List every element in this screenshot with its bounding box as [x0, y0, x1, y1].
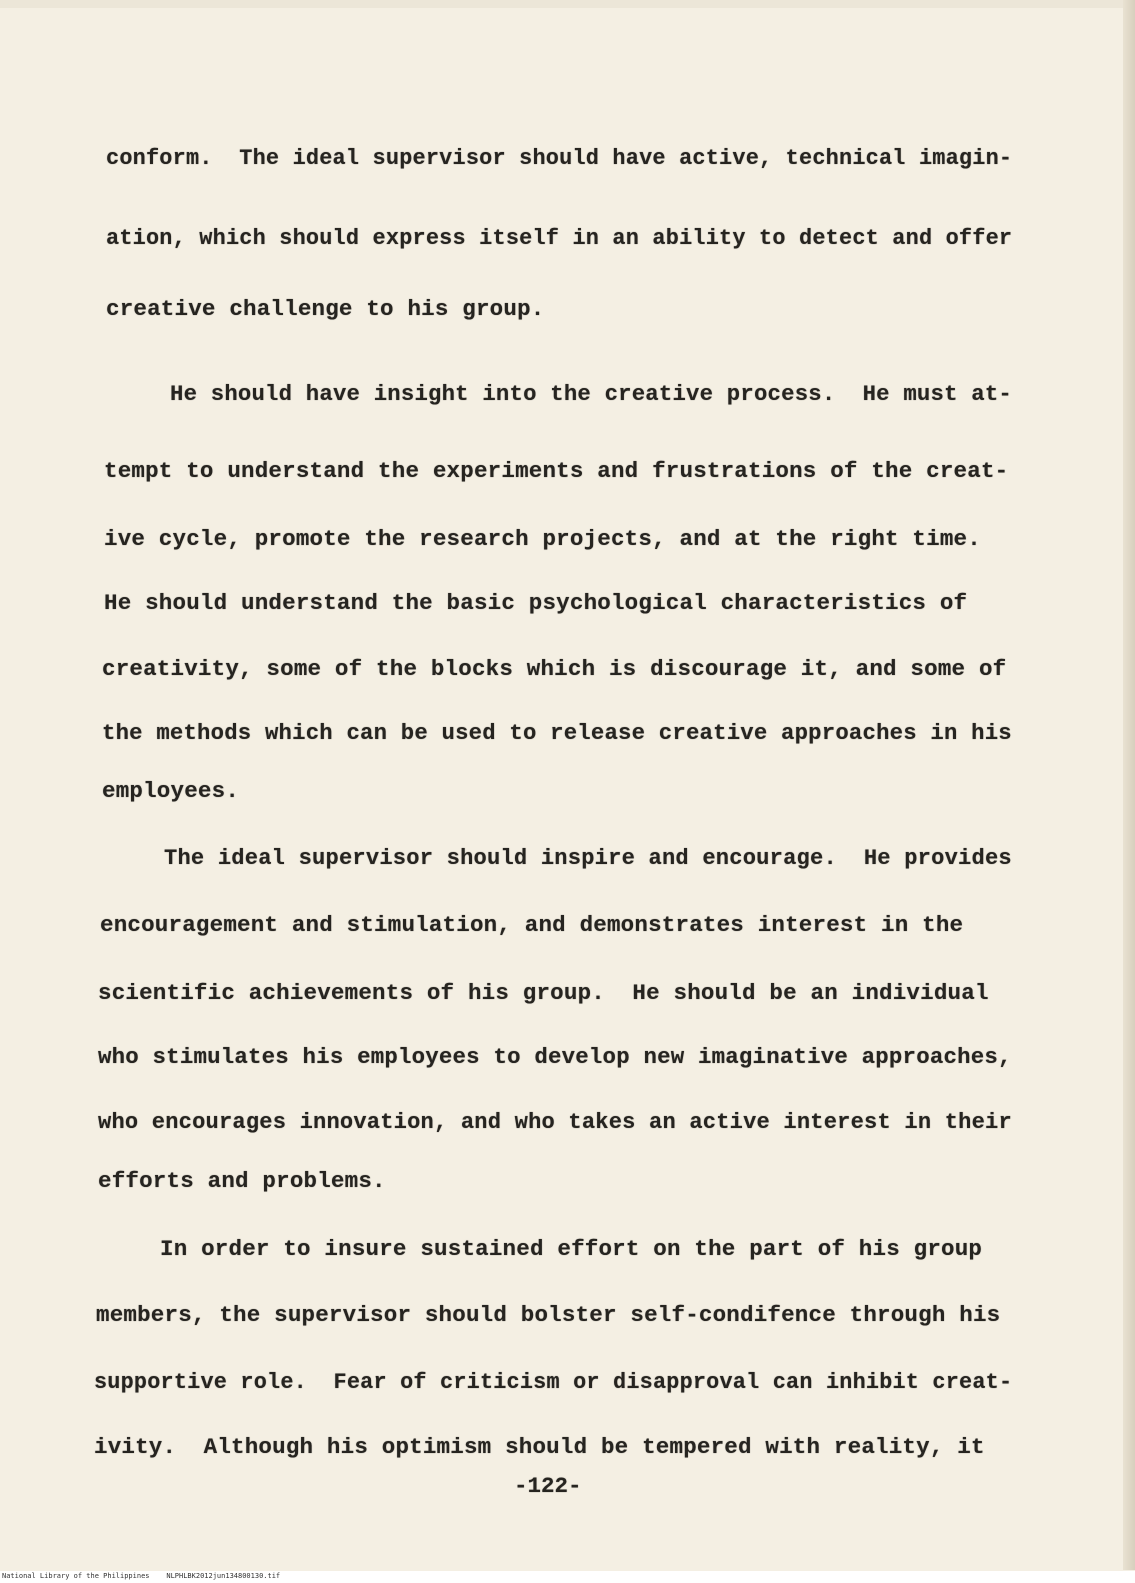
scan-top-edge — [0, 0, 1135, 8]
text-line: the methods which can be used to release creative approaches in his — [102, 720, 1012, 746]
scan-footer-caption: National Library of the Philippines NLPHLBK2012jun134800130.tif — [2, 1572, 281, 1580]
text-line: creativity, some of the blocks which is discourage it, and some of — [102, 656, 1007, 682]
text-line: who encourages innovation, and who takes an active interest in their — [98, 1110, 1012, 1135]
text-line: conform. The ideal supervisor should have active, technical imagin- — [106, 146, 1013, 171]
text-line: He should understand the basic psychological characteristics of — [104, 590, 968, 616]
page-number: -122- — [514, 1473, 582, 1499]
text-line: who stimulates his employees to develop new imaginative approaches, — [98, 1044, 1012, 1070]
text-line: ive cycle, promote the research projects, and at the right time. — [104, 526, 981, 552]
text-line: creative challenge to his group. — [106, 296, 545, 322]
text-line: ivity. Although his optimism should be tempered with reality, it — [94, 1434, 985, 1460]
text-line: scientific achievements of his group. He should be an individual — [98, 980, 989, 1006]
text-line: supportive role. Fear of criticism or disapproval can inhibit creat- — [94, 1370, 1013, 1395]
text-line: efforts and problems. — [98, 1168, 386, 1194]
scan-right-edge — [1123, 0, 1135, 1570]
text-line: employees. — [102, 778, 240, 804]
text-line: The ideal supervisor should inspire and encourage. He provides — [164, 846, 1012, 871]
text-line: In order to insure sustained effort on the part of his group — [160, 1236, 983, 1262]
text-line: tempt to understand the experiments and frustrations of the creat- — [104, 458, 1009, 484]
text-line: encouragement and stimulation, and demonstrates interest in the — [100, 912, 964, 938]
text-line: He should have insight into the creative process. He must at- — [170, 381, 1012, 407]
text-line: members, the supervisor should bolster self-condifence through his — [96, 1302, 1001, 1328]
text-line: ation, which should express itself in an ability to detect and offer — [106, 226, 1013, 251]
